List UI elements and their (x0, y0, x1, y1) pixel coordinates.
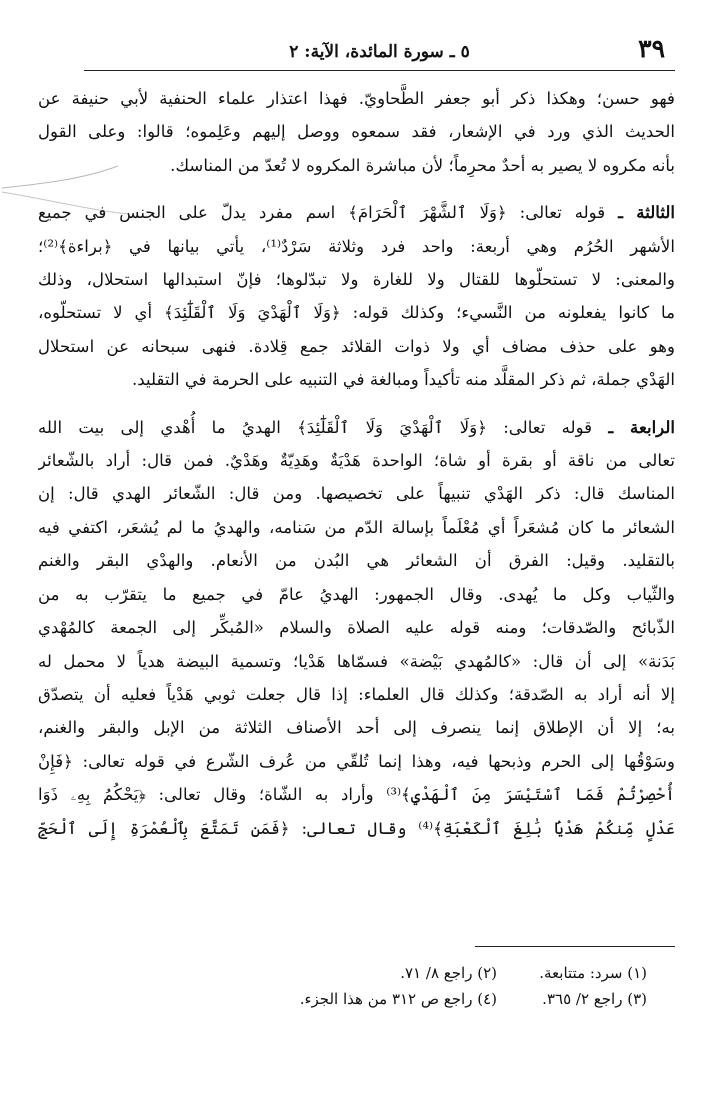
footnote: (٣) راجع ٢/ ٣٦٥. (542, 990, 647, 1008)
text-line: بأنه مكروه لا يصير به أحدٌ محرِماً؛ لأن مباشرة المكروه لا تُعدّ من المناسك. (170, 155, 675, 175)
text-line: الشعائر ما كان مُشعَراً أي مُعْلَماً بإسالة الدّم من سَنامه، والهديُ ما لم يُشعَر، اكتفي فيه (38, 517, 675, 537)
text-line: وهو على حذف مضاف أي ولا ذوات القلائد جمع قِلادة. فنهى سبحانه عن استحلال (38, 336, 675, 356)
text-line: بالتقليد. وقيل: الفرق أن الشعائر هي البُدن من الأنعام. والهدْي البقر والغنم (38, 551, 675, 571)
paragraph-fourth (38, 411, 675, 845)
text-line: الذّبائح والصّدقات؛ ومنه قوله عليه الصلاة والسلام «المُبكِّر إلى الجمعة كالمُهْدي (38, 618, 675, 638)
text-line: والمعنى: لا تستحلّوها للقتال ولا للغارة ولا تبدّلوها؛ فإنّ استبدالها استحلال، وذلك (38, 270, 675, 290)
text-line: قوله تعالى: ﴿وَلَا ٱلشَّهْرَ ٱلْحَرَامَ﴾ اسم مفرد يدلّ على الجنس في جميع (38, 203, 619, 223)
text-line: أُحْصِرْتُمْ فَمَا ٱسْتَيْسَرَ مِنَ ٱلْهَدْيِ﴾⁽³⁾ وأراد به الشّاة؛ وقال تعالى: ﴿يَحْكُمُ بِهِۦ ذَوَا (38, 785, 675, 805)
footnote-row (120, 986, 647, 1012)
text-line: فهو حسن؛ وهكذا ذكر أبو جعفر الطَّحاويّ. فهذا اعتذار علماء الحنفية لأبي حنيفة عن (38, 89, 675, 108)
main-text (38, 82, 675, 845)
footnote: (٢) راجع ٨/ ٧١. (400, 964, 497, 982)
page-header (84, 26, 675, 71)
section-lead: الثالثة ـ (618, 202, 675, 223)
text-line: الأشهر الحُرُم وهي أربعة: واحد فرد وثلاثة سَرْدٌ⁽¹⁾، يأتي بيانها في ﴿براءة﴾⁽²⁾؛ (38, 236, 675, 256)
text-line: الحديث الذي ورد في الإشعار، فقد سمعوه ووصل إليهم وعَلِموه؛ قالوا: وعلى القول (38, 122, 675, 142)
text-line: إلا أنه أراد به الصّدقة؛ وكذلك قال العلماء: إذا قال جعلت ثوبي هَدْياً فعليه أن يتصدّق (38, 684, 675, 704)
text-line: تعالى من ناقة أو بقرة أو شاة؛ الواحدة هَدْيَةٌ وهَدِيّةٌ وهَدْيٌ. فمن قال: أراد بالشّعائر (38, 451, 675, 471)
footnotes (120, 960, 647, 1012)
paragraph-third (38, 196, 675, 396)
text-line: قوله تعالى: ﴿وَلَا ٱلْهَدْيَ وَلَا ٱلْقَلَٰٓئِدَ﴾ الهديُ ما أُهْدي إلى بيت الله (38, 417, 609, 437)
text-line-lead (38, 411, 675, 444)
text-line: به؛ إلا أن الإطلاق إنما ينصرف إلى أحد الأصناف الثلاثة من الإبل والبقر والغنم، (38, 718, 675, 738)
text-line: عَدْلٍ مِّنكُمْ هَدْيَۢا بَٰلِغَ ٱلْكَعْبَةِ﴾⁽⁴⁾ وقال تعالى: ﴿فَمَن تَمَتَّعَ بِٱلْعُمْرَةِ إِلَى ٱلْحَجِّ (38, 818, 675, 838)
footnote: (٤) راجع ص ٣١٢ من هذا الجزء. (299, 990, 497, 1008)
text-line: بَدَنة» إلى أن قال: «كالمُهدي بَيْضة» فسمّاها هَدْيا؛ وتسمية البيضة هدياً لا محمل له (38, 651, 675, 671)
text-line: ما كانوا يفعلونه من النَّسيء؛ وكذلك قوله: ﴿وَلَا ٱلْهَدْيَ وَلَا ٱلْقَلَٰٓئِدَ﴾ أي لا تستحلّوه، (38, 303, 675, 323)
text-line: والثّياب وكل ما يُهدى. وقال الجمهور: الهديُ عامّ في جميع ما يتقرّب به من (38, 584, 675, 604)
page-number: ٣٩ (638, 34, 665, 63)
text-line-lead (38, 196, 675, 229)
footnote: (١) سرد: متتابعة. (539, 964, 647, 982)
text-line: الهَدْي جملة، ثم ذكر المقلَّد منه تأكيداً ومبالغة في التنبيه على الحرمة في التقليد. (132, 370, 675, 390)
paragraph-1 (38, 82, 675, 182)
footnote-divider (475, 946, 675, 947)
running-title: ٥ ـ سورة المائدة، الآية: ٢ (289, 42, 470, 62)
section-lead: الرابعة ـ (608, 416, 675, 437)
footnote-row (120, 960, 647, 986)
text-line: وسَوْقُها إلى الحرم وذبحها فيه، وهذا إنما تُلقّي من عُرف الشّرع في قوله تعالى: ﴿فَإِنْ (38, 751, 675, 771)
text-line: المناسك قال: ذكر الهَدْي تنبيهاً على تخصيصها. ومن قال: الشّعائر الهدي قال: إن (38, 484, 675, 504)
